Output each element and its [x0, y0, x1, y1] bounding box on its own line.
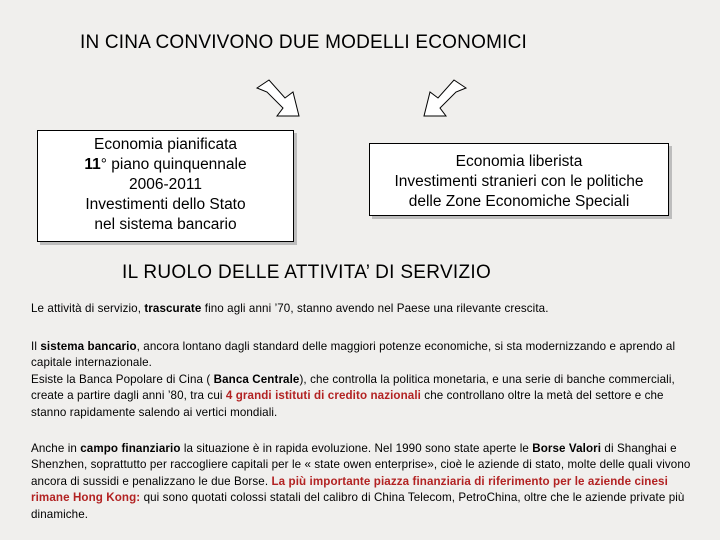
- bold-text: campo finanziario: [80, 442, 181, 455]
- paragraph-banking: [31, 339, 691, 421]
- text: fino agli anni ’70, stanno avendo nel Paese una rilevante crescita.: [201, 302, 549, 315]
- box-line: [38, 155, 293, 175]
- paragraph-finance: [31, 441, 691, 523]
- plan-label: ° piano quinquennale: [100, 156, 247, 173]
- text: Le attività di servizio,: [31, 302, 145, 315]
- box-line: delle Zone Economiche Speciali: [408, 193, 630, 210]
- text: Esiste la Banca Popolare di Cina (: [31, 372, 214, 386]
- box-line: Economia pianificata: [93, 136, 238, 153]
- planned-economy-box: [37, 130, 294, 242]
- bold-text: sistema bancario: [40, 340, 137, 353]
- text: Anche in: [31, 442, 81, 455]
- arrow-down-right-icon: [420, 78, 468, 118]
- box-line: Economia liberista: [455, 153, 583, 170]
- box-line: Investimenti stranieri con le politiche: [394, 173, 644, 190]
- box-line: Investimenti dello Stato: [85, 196, 246, 213]
- highlight-text: 4 grandi istituti di credito nazionali: [225, 389, 421, 403]
- bold-text: trascurate: [144, 302, 202, 315]
- text: che controllano oltre la metà del settore e che stanno rapidamente salendo ai vertici mondiali.: [31, 389, 664, 419]
- text: qui sono quotati colossi statali del calibro di China Telecom, PetroChina, oltre che le aziende private più dinamiche.: [31, 491, 685, 521]
- plan-number: 11: [84, 156, 101, 173]
- text: di Shanghai e Shenzhen, soprattutto per raccogliere capitali per le « state owen enterprise», cioè le aziende di stato, molte delle quali vivono ancora di sussidi e penalizzano le due Borse.: [31, 442, 691, 488]
- liberal-economy-box: [369, 143, 669, 216]
- text: la situazione è in rapida evoluzione. Nel 1990 sono state aperte le: [180, 442, 533, 455]
- bold-text: Banca Centrale: [213, 372, 300, 386]
- arrow-down-left-icon: [255, 78, 303, 118]
- highlight-text: La più importante piazza finanziaria di riferimento per le aziende cinesi rimane Hong Kong:: [31, 474, 668, 505]
- text: , ancora lontano dagli standard delle maggiori potenze economiche, si sta modernizzando e aprendo al capitale internazionale.: [31, 340, 676, 370]
- section-subtitle: IL RUOLO DELLE ATTIVITA’ DI SERVIZIO: [122, 262, 492, 283]
- text: Il: [31, 340, 41, 353]
- box-line: 2006-2011: [129, 176, 202, 193]
- bold-text: Borse Valori: [532, 442, 602, 455]
- slide-title: IN CINA CONVIVONO DUE MODELLI ECONOMICI: [80, 32, 527, 53]
- box-line: nel sistema bancario: [94, 216, 237, 233]
- text: ), che controlla la politica monetaria, e una serie di banche commerciali, create a partire dagli anni ’80, tra cui: [31, 372, 675, 403]
- paragraph-services: [31, 301, 691, 317]
